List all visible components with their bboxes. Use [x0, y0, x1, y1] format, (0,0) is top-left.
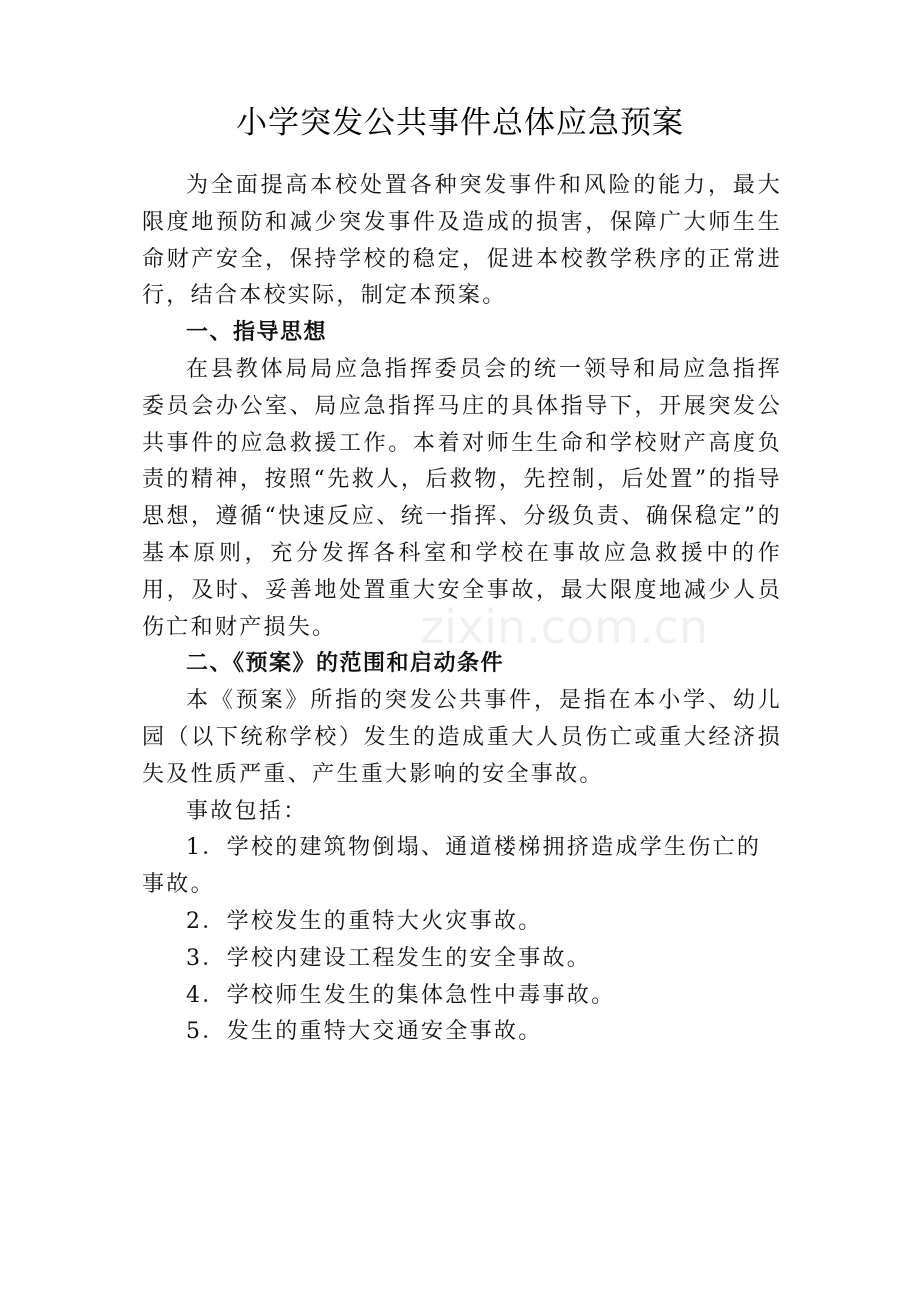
- section-1-paragraph: 在县教体局局应急指挥委员会的统一领导和局应急指挥委员会办公室、局应急指挥马庄的具体指导下，开展突发公共事件的应急救援工作。本着对师生生命和学校财产高度负责的精神，按照“先救人，后救物，先控制，后处置”的指导思想，遵循“快速反应、统一指挥、分级负责、确保稳定”的基本原则，充分发挥各科室和学校在事故应急救援中的作用，及时、妥善地处置重大安全事故，最大限度地减少人员伤亡和财产损失。: [142, 356, 782, 640]
- list-item: 2．学校发生的重特大火灾事故。: [186, 908, 543, 934]
- list-item: 3．学校内建设工程发生的安全事故。: [186, 945, 592, 971]
- items-intro: 事故包括：: [186, 798, 308, 824]
- watermark: zixin.com.cn: [420, 600, 709, 654]
- list-item: 4．学校师生发生的集体急性中毒事故。: [186, 982, 616, 1008]
- list-item: 1．学校的建筑物倒塌、通道楼梯拥挤造成学生伤亡的事故。: [142, 835, 762, 898]
- section-2-paragraph: 本《预案》所指的突发公共事件，是指在本小学、幼儿园（以下统称学校）发生的造成重大人员伤亡或重大经济损失及性质严重、产生重大影响的安全事故。: [142, 688, 782, 787]
- section-1-heading: 一、指导思想: [186, 320, 328, 346]
- document-body: [142, 168, 782, 1051]
- intro-paragraph: 为全面提高本校处置各种突发事件和风险的能力，最大限度地预防和减少突发事件及造成的损害，保障广大师生生命财产安全，保持学校的稳定，促进本校教学秩序的正常进行，结合本校实际，制定本预案。: [142, 173, 782, 309]
- list-item: 5．发生的重特大交通安全事故。: [186, 1019, 543, 1045]
- section-2-heading: 二、《预案》的范围和启动条件: [186, 651, 505, 677]
- document-title: 小学突发公共事件总体应急预案: [236, 105, 684, 141]
